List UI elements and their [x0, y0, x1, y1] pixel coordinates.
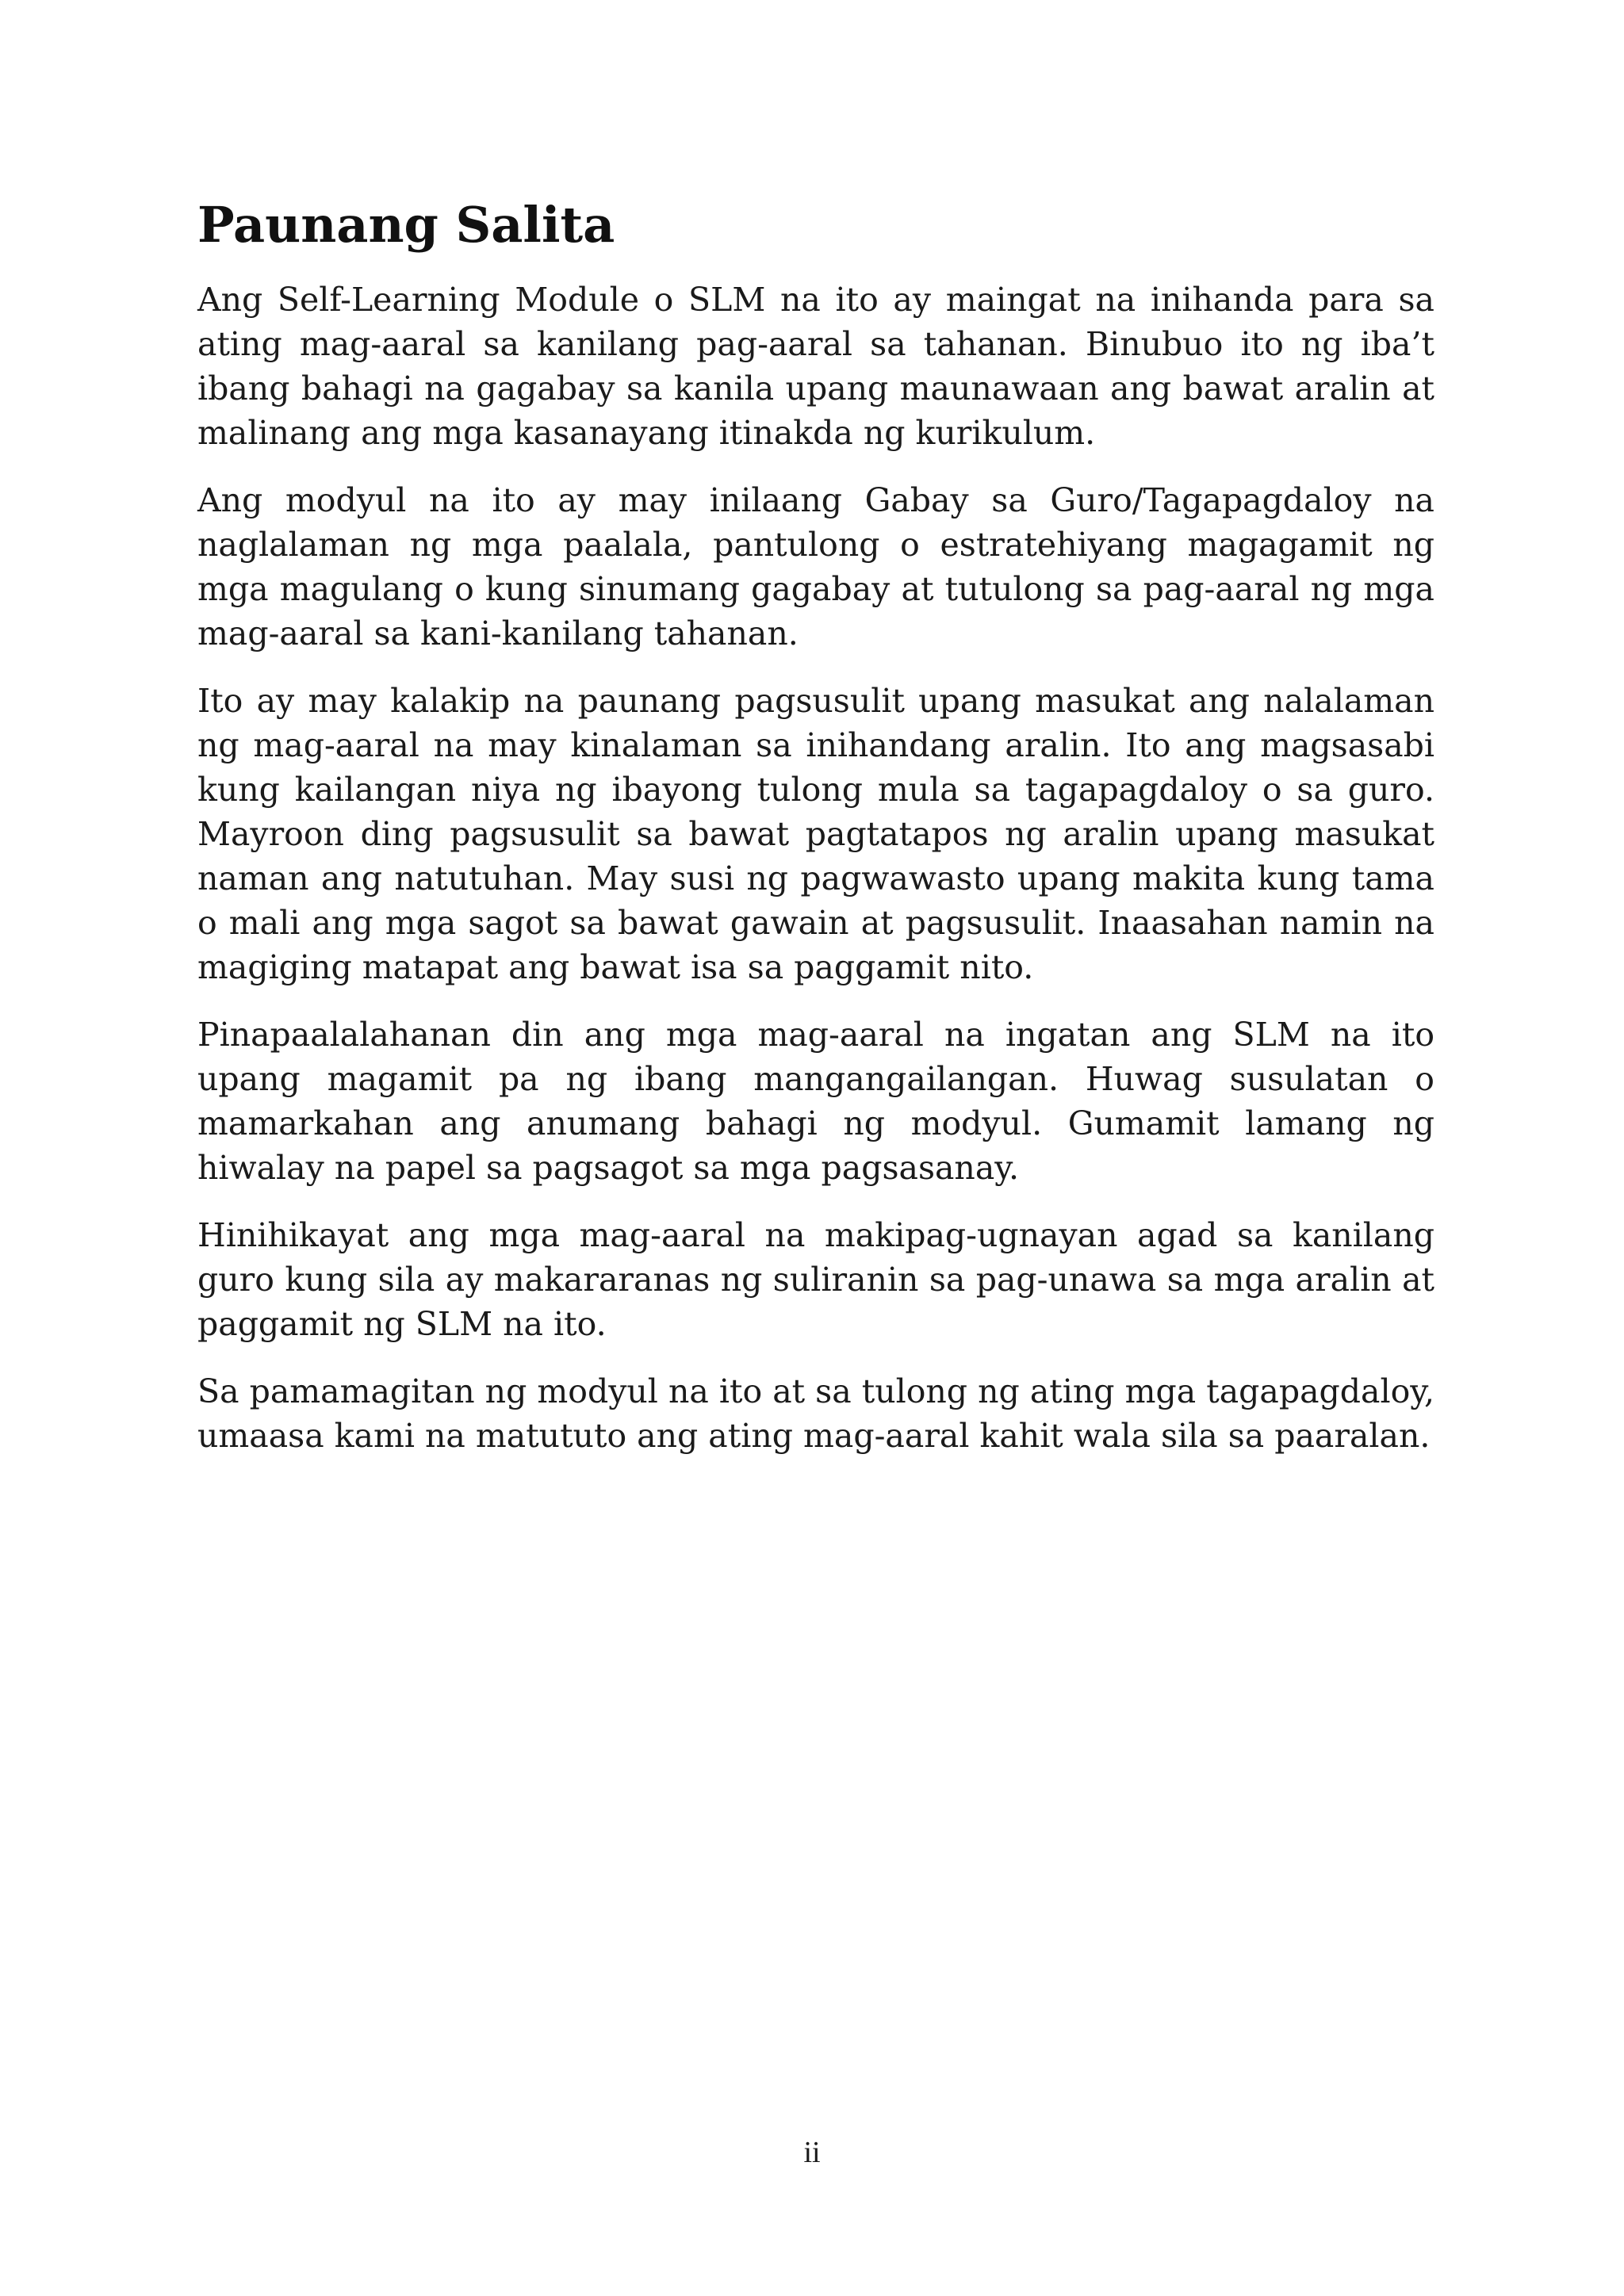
document-body [197, 193, 1434, 1481]
paragraph-1: Ang Self-Learning Module o SLM na ito ay maingat na inihanda para sa ating mag-aaral sa kanilang pag-aaral sa tahanan. Binubuo ito ng iba’t ibang bahagi na gagabay sa kanila upang maunawaan ang bawat aralin at malinang ang mga kasanayang itinakda ng kurikulum. [197, 281, 1434, 452]
paragraph-2: Ang modyul na ito ay may inilaang Gabay sa Guro/Tagapagdaloy na naglalaman ng mga paalala, pantulong o estratehiyang magagamit ng mga magulang o kung sinumang gagabay at tutulong sa pag-aaral ng mga mag-aaral sa kani-kanilang tahanan. [197, 481, 1434, 652]
paragraph-3: Ito ay may kalakip na paunang pagsusulit upang masukat ang nalalaman ng mag-aaral na may kinalaman sa inihandang aralin. Ito ang magsasabi kung kailangan niya ng ibayong tulong mula sa tagapagdaloy o sa guro. Mayroon ding pagsusulit sa bawat pagtatapos ng aralin upang masukat naman ang natutuhan. May susi ng pagwawasto upang makita kung tama o mali ang mga sagot sa bawat gawain at pagsusulit. Inaasahan namin na magiging matapat ang bawat isa sa paggamit nito. [197, 682, 1434, 986]
paragraph-6: Sa pamamagitan ng modyul na ito at sa tulong ng ating mga tagapagdaloy, umaasa kami na matututo ang ating mag-aaral kahit wala sila sa paaralan. [197, 1372, 1434, 1455]
page-title: Paunang Salita [197, 196, 615, 254]
paragraph-4: Pinapaalalahanan din ang mga mag-aaral na ingatan ang SLM na ito upang magamit pa ng ibang mangangailangan. Huwag susulatan o mamarkahan ang anumang bahagi ng modyul. Gumamit lamang ng hiwalay na papel sa pagsagot sa mga pagsasanay. [197, 1016, 1434, 1187]
page-number: ii [803, 2136, 821, 2169]
paragraph-5: Hinihikayat ang mga mag-aaral na makipag-ugnayan agad sa kanilang guro kung sila ay makararanas ng suliranin sa pag-unawa sa mga aralin at paggamit ng SLM na ito. [197, 1216, 1434, 1343]
